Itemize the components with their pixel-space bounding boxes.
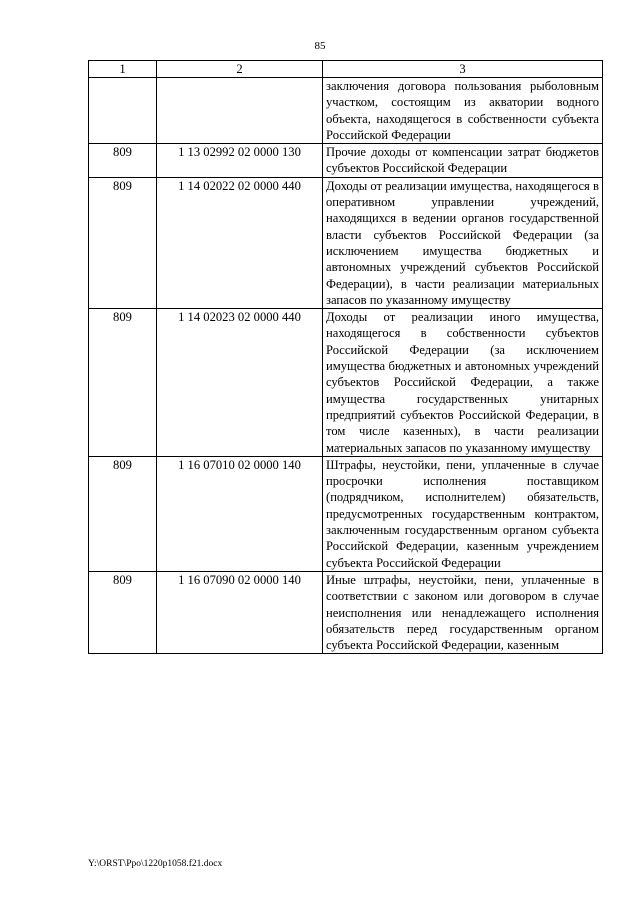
page-number: 85 — [314, 40, 326, 52]
table-row — [89, 177, 603, 308]
revenue-code-cell: 1 14 02023 02 0000 440 — [157, 309, 323, 457]
revenue-description-cell: Доходы от реализации иного имущества, находящегося в собственности субъектов Российской Федерации (за исключением имущества бюджетных и автономных учреждений субъектов Российской Федерации, а также имущества государственных унитарных предприятий субъектов Российской Федерации, в том числе казенных), в части реализации материальных запасов по указанному имуществу — [323, 309, 603, 457]
revenue-description-cell: Штрафы, неустойки, пени, уплаченные в случае просрочки исполнения поставщиком (подрядчиком, исполнителем) обязательств, предусмотренных государственным контрактом, заключенным государственным органом субъекта Российской Федерации, казенным учреждением субъекта Российской Федерации — [323, 456, 603, 571]
footer-file-path: Y:\ORST\Ppo\1220p1058.f21.docx — [88, 859, 223, 869]
revenue-code-cell: 1 16 07010 02 0000 140 — [157, 456, 323, 571]
table-row — [89, 571, 603, 653]
table-row — [89, 456, 603, 571]
revenue-code-cell — [157, 78, 323, 144]
admin-code-cell: 809 — [89, 456, 157, 571]
revenue-description-cell: Прочие доходы от компенсации затрат бюджетов субъектов Российской Федерации — [323, 144, 603, 178]
table-row — [89, 144, 603, 178]
revenue-description-cell: Иные штрафы, неустойки, пени, уплаченные в соответствии с законом или договором в случае неисполнения или ненадлежащего исполнения обязательств перед государственным органом субъекта Российской Федерации, казенным — [323, 571, 603, 653]
admin-code-cell: 809 — [89, 177, 157, 308]
admin-code-cell: 809 — [89, 571, 157, 653]
table-row — [89, 309, 603, 457]
revenue-codes-table — [88, 60, 603, 654]
table-row — [89, 78, 603, 144]
revenue-code-cell: 1 16 07090 02 0000 140 — [157, 571, 323, 653]
revenue-description-cell: заключения договора пользования рыболовным участком, состоящим из акватории водного объекта, находящегося в собственности субъекта Российской Федерации — [323, 78, 603, 144]
column-header-2: 2 — [157, 61, 323, 78]
admin-code-cell — [89, 78, 157, 144]
revenue-code-cell: 1 13 02992 02 0000 130 — [157, 144, 323, 178]
column-header-3: 3 — [323, 61, 603, 78]
table-header-row — [89, 61, 603, 78]
revenue-description-cell: Доходы от реализации имущества, находящегося в оперативном управлении учреждений, находящихся в ведении органов государственной власти субъектов Российской Федерации (за исключением имущества бюджетных и автономных учреждений субъектов Российской Федерации), в части реализации материальных запасов по указанному имуществу — [323, 177, 603, 308]
revenue-code-cell: 1 14 02022 02 0000 440 — [157, 177, 323, 308]
column-header-1: 1 — [89, 61, 157, 78]
admin-code-cell: 809 — [89, 309, 157, 457]
admin-code-cell: 809 — [89, 144, 157, 178]
